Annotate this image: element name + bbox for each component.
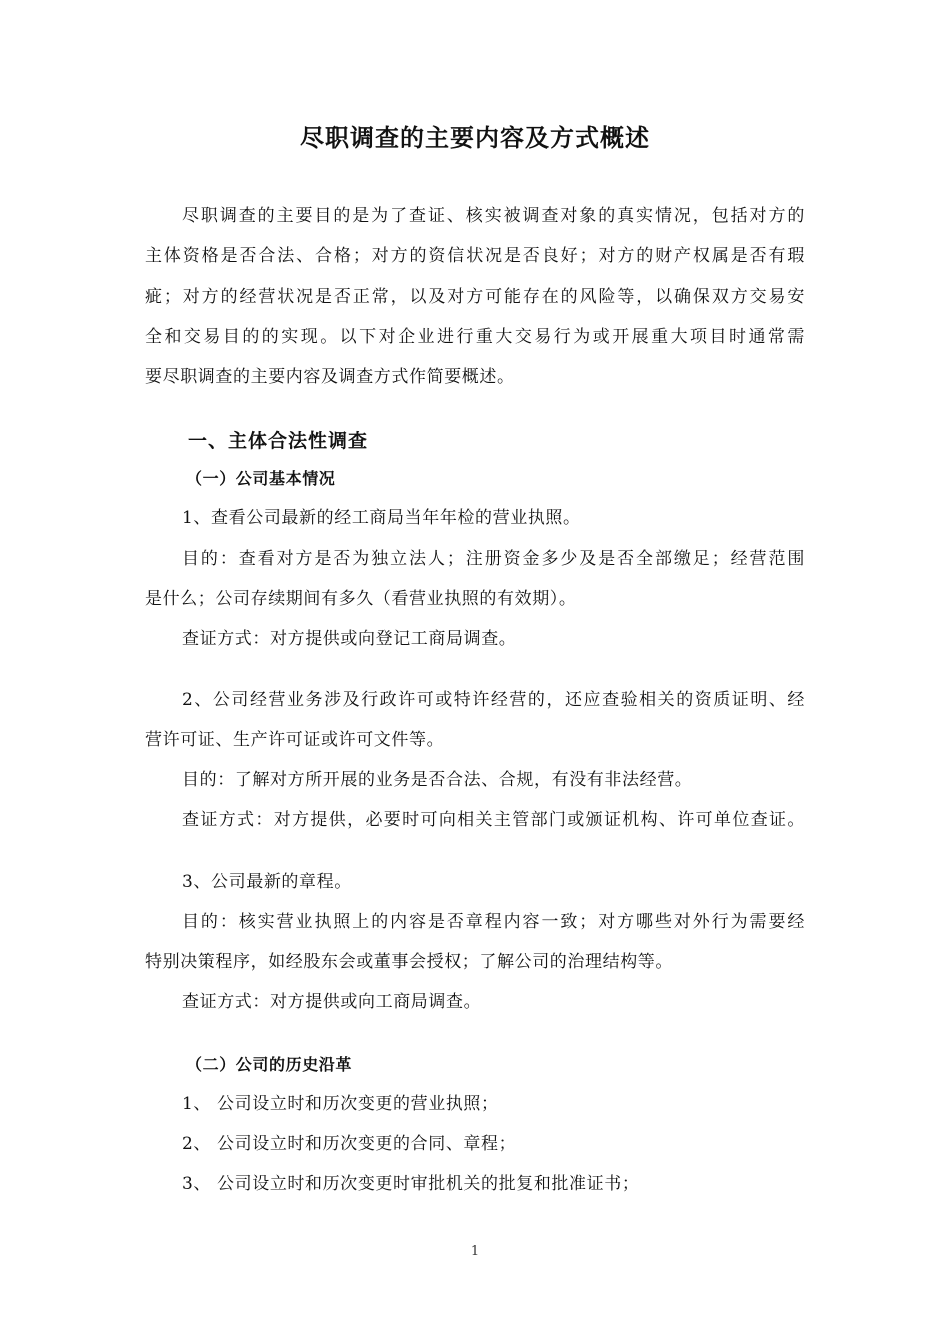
intro-line-3: 疵；对方的经营状况是否正常，以及对方可能存在的风险等，以确保双方交易安: [145, 287, 805, 307]
method-text: 对方提供或向登记工商局调查。: [270, 629, 517, 649]
item-1-method: [182, 627, 805, 651]
page-title: 尽职调查的主要内容及方式概述: [300, 123, 650, 152]
page-number: 1: [470, 1244, 480, 1259]
method-text: 对方提供，必要时可向相关主管部门或颁证机构、许可单位查证。: [273, 810, 806, 830]
method-label: 查证方式：: [182, 992, 270, 1012]
history-item-3: 3、 公司设立时和历次变更时审批机关的批复和批准证书；: [182, 1174, 640, 1194]
subsection-heading-2: （二）公司的历史沿革: [186, 1055, 353, 1074]
purpose-text: 查看对方是否为独立法人；注册资金多少及是否全部缴足；经营范围: [238, 549, 805, 569]
purpose-text: 了解对方所开展的业务是否合法、合规，有没有非法经营。: [234, 770, 693, 790]
method-text: 对方提供或向工商局调查。: [270, 992, 482, 1012]
intro-line-1: 尽职调查的主要目的是为了查证、核实被调查对象的真实情况，包括对方的: [182, 206, 805, 226]
item-3-purpose-cont: 特别决策程序，如经股东会或董事会授权；了解公司的治理结构等。: [145, 952, 673, 972]
item-2-method: [182, 808, 805, 832]
history-item-1: 1、 公司设立时和历次变更的营业执照；: [182, 1094, 499, 1114]
method-label: 查证方式：: [182, 629, 270, 649]
item-2-text: 2、公司经营业务涉及行政许可或特许经营的，还应查验相关的资质证明、经: [182, 690, 805, 710]
item-3-purpose: [182, 910, 805, 934]
purpose-text: 核实营业执照上的内容是否章程内容一致；对方哪些对外行为需要经: [238, 912, 805, 932]
intro-line-2: 主体资格是否合法、合格；对方的资信状况是否良好；对方的财产权属是否有瑕: [145, 246, 805, 266]
intro-line-4: 全和交易目的的实现。以下对企业进行重大交易行为或开展重大项目时通常需: [145, 327, 805, 347]
history-item-2: 2、 公司设立时和历次变更的合同、章程；: [182, 1134, 517, 1154]
section-heading-1: 一、主体合法性调查: [188, 430, 369, 452]
item-1-purpose: [182, 547, 805, 571]
item-1-purpose-cont: 是什么；公司存续期间有多久（看营业执照的有效期）。: [145, 589, 577, 609]
item-3-text: 3、公司最新的章程。: [182, 872, 352, 892]
purpose-label: 目的：: [182, 549, 239, 569]
item-2-purpose: [182, 768, 805, 792]
intro-line-5: 要尽职调查的主要内容及调查方式作简要概述。: [145, 367, 515, 387]
item-1-text: 1、查看公司最新的经工商局当年年检的营业执照。: [182, 508, 581, 528]
purpose-label: 目的：: [182, 912, 239, 932]
subsection-heading-1: （一）公司基本情况: [186, 469, 336, 488]
item-3-method: [182, 990, 805, 1014]
item-2-text-cont: 营许可证、生产许可证或许可文件等。: [145, 730, 445, 750]
purpose-label: 目的：: [182, 770, 235, 790]
method-label: 查证方式：: [182, 810, 274, 830]
